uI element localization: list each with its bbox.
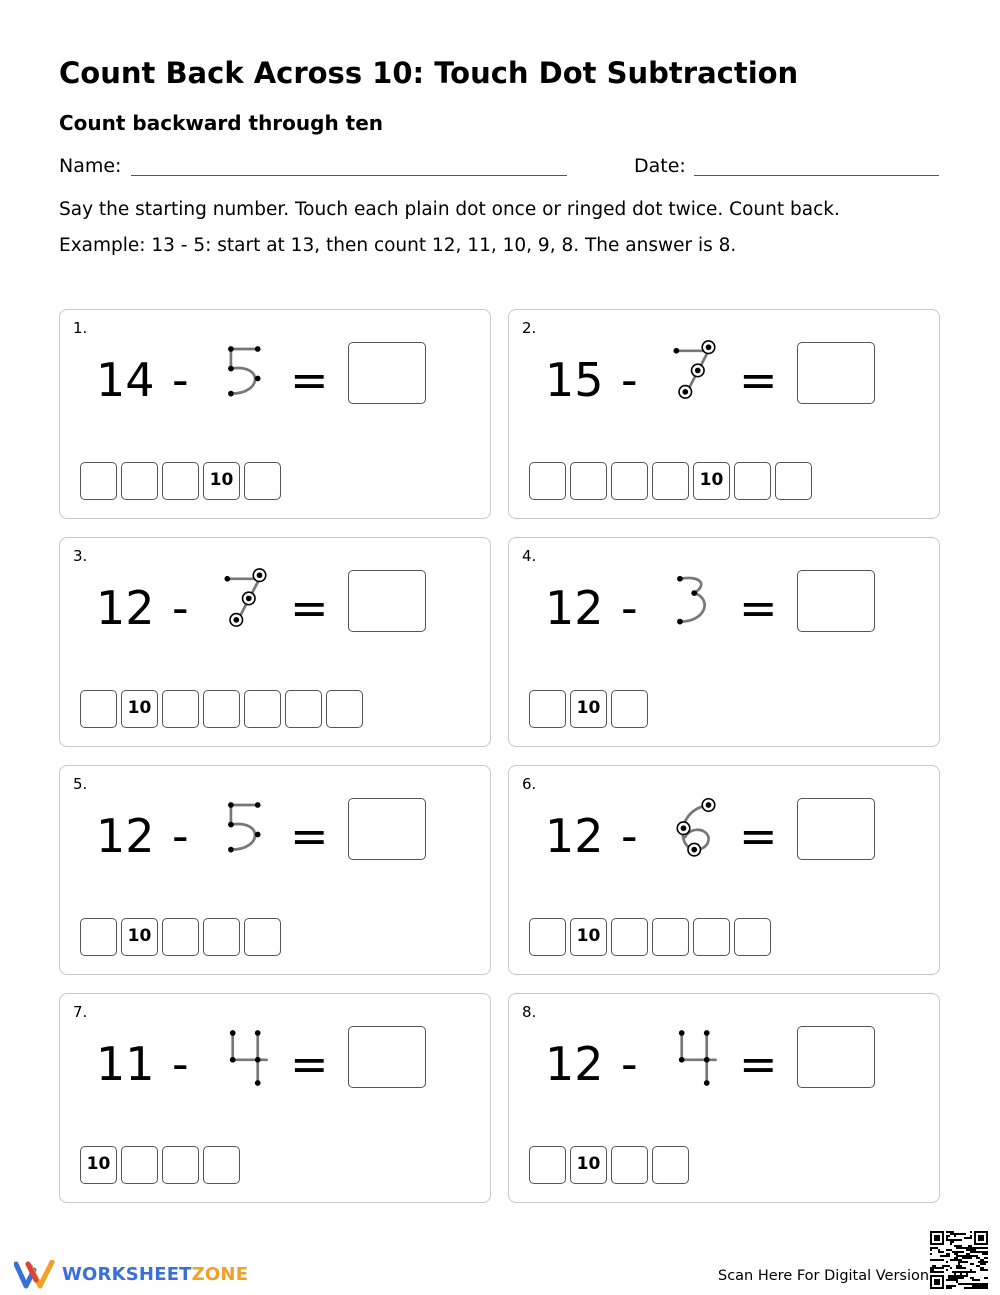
name-date-row — [59, 155, 939, 183]
digit-stroke — [680, 578, 705, 622]
problem-number: 6. — [522, 775, 537, 793]
count-box[interactable] — [611, 1146, 648, 1184]
minus-sign: - — [172, 1037, 189, 1091]
problem-card — [508, 309, 940, 519]
example-text: Example: 13 - 5: start at 13, then count 12, 11, 10, 9, 8. The answer is 8. — [59, 235, 737, 256]
count-box[interactable] — [611, 690, 648, 728]
touch-dot — [246, 596, 252, 602]
count-box-ten[interactable]: 10 — [570, 1146, 607, 1184]
count-box[interactable] — [121, 462, 158, 500]
touch-dot — [257, 572, 263, 578]
problem-card — [508, 993, 940, 1203]
minus-sign: - — [621, 809, 638, 863]
answer-box[interactable] — [348, 570, 426, 632]
count-box[interactable] — [244, 690, 281, 728]
problem-number: 7. — [73, 1003, 88, 1021]
touch-dot — [682, 389, 688, 395]
count-box-ten[interactable]: 10 — [203, 462, 240, 500]
touch-dot — [233, 617, 239, 623]
touch-dot — [704, 1057, 710, 1063]
touch-dot — [255, 1030, 261, 1036]
touch-dot — [691, 590, 697, 596]
minus-sign: - — [172, 353, 189, 407]
digit-stroke — [682, 1033, 716, 1083]
count-box[interactable] — [244, 462, 281, 500]
touch-dot — [228, 802, 234, 808]
touch-dot — [706, 344, 712, 350]
touch-dot — [674, 348, 680, 354]
touch-dot — [228, 366, 234, 372]
count-box[interactable] — [652, 462, 689, 500]
answer-box[interactable] — [797, 570, 875, 632]
count-box[interactable] — [652, 1146, 689, 1184]
worksheetzone-logo-icon — [14, 1260, 56, 1290]
touch-dot — [255, 832, 261, 838]
touch-dot — [255, 1057, 261, 1063]
count-box[interactable] — [203, 1146, 240, 1184]
touch-dot — [255, 346, 261, 352]
count-box[interactable] — [529, 690, 566, 728]
touch-dot — [695, 368, 701, 374]
brand-logo — [14, 1260, 249, 1290]
scan-text: Scan Here For Digital Version — [718, 1268, 930, 1284]
instructions: Say the starting number. Touch each plain dot once or ringed dot twice. Count back. — [59, 199, 840, 220]
problem-number: 5. — [73, 775, 88, 793]
touch-dot — [230, 1030, 236, 1036]
start-number: 12 — [96, 581, 155, 635]
count-box[interactable] — [326, 690, 363, 728]
page-title: Count Back Across 10: Touch Dot Subtraction — [59, 56, 799, 90]
touch-dot — [679, 1057, 685, 1063]
count-box-ten[interactable]: 10 — [570, 690, 607, 728]
count-box[interactable] — [734, 918, 771, 956]
answer-box[interactable] — [348, 342, 426, 404]
touch-dot-digit — [671, 1022, 721, 1094]
touch-dot — [255, 1080, 261, 1086]
answer-box[interactable] — [797, 798, 875, 860]
minus-sign: - — [621, 353, 638, 407]
equals-sign: = — [290, 581, 329, 635]
name-field[interactable] — [131, 175, 567, 176]
equals-sign: = — [290, 809, 329, 863]
count-box[interactable] — [734, 462, 771, 500]
count-box[interactable] — [162, 462, 199, 500]
problem-number: 2. — [522, 319, 537, 337]
start-number: 12 — [96, 809, 155, 863]
equals-sign: = — [290, 1037, 329, 1091]
touch-dot — [228, 391, 234, 397]
count-box-ten[interactable]: 10 — [570, 918, 607, 956]
digit-stroke — [231, 349, 258, 394]
start-number: 14 — [96, 353, 155, 407]
count-box-ten[interactable]: 10 — [80, 1146, 117, 1184]
count-box[interactable] — [121, 1146, 158, 1184]
touch-dot-digit — [222, 1022, 272, 1094]
problem-card — [59, 309, 491, 519]
start-number: 12 — [545, 581, 604, 635]
brand-name-part2: ZONE — [191, 1264, 249, 1285]
count-box-ten[interactable]: 10 — [121, 918, 158, 956]
problem-number: 3. — [73, 547, 88, 565]
count-box-ten[interactable]: 10 — [121, 690, 158, 728]
minus-sign: - — [172, 581, 189, 635]
count-box-ten[interactable]: 10 — [693, 462, 730, 500]
count-box[interactable] — [775, 462, 812, 500]
equals-sign: = — [739, 809, 778, 863]
equals-sign: = — [290, 353, 329, 407]
problem-number: 4. — [522, 547, 537, 565]
digit-stroke — [231, 805, 258, 850]
problem-number: 8. — [522, 1003, 537, 1021]
touch-dot — [255, 376, 261, 382]
touch-dot — [704, 1030, 710, 1036]
problem-card — [508, 537, 940, 747]
count-box[interactable] — [244, 918, 281, 956]
count-box[interactable] — [285, 690, 322, 728]
problem-card — [59, 765, 491, 975]
touch-dot — [677, 576, 683, 582]
count-box[interactable] — [203, 918, 240, 956]
brand-name-part1: WORKSHEET — [62, 1264, 192, 1285]
count-box[interactable] — [80, 918, 117, 956]
minus-sign: - — [621, 581, 638, 635]
count-box[interactable] — [529, 1146, 566, 1184]
problem-card — [59, 993, 491, 1203]
count-box[interactable] — [529, 462, 566, 500]
start-number: 11 — [96, 1037, 155, 1091]
count-box[interactable] — [203, 690, 240, 728]
count-box[interactable] — [162, 690, 199, 728]
answer-box[interactable] — [797, 1026, 875, 1088]
count-box[interactable] — [652, 918, 689, 956]
count-box[interactable] — [162, 918, 199, 956]
equals-sign: = — [739, 353, 778, 407]
touch-dot-digit — [222, 794, 272, 866]
touch-dot — [706, 802, 712, 808]
count-box[interactable] — [162, 1146, 199, 1184]
touch-dot-digit — [222, 566, 272, 638]
touch-dot — [228, 346, 234, 352]
touch-dot-digit — [671, 338, 721, 410]
equals-sign: = — [739, 1037, 778, 1091]
minus-sign: - — [172, 809, 189, 863]
problem-card — [508, 765, 940, 975]
touch-dot — [228, 847, 234, 853]
touch-dot-digit — [671, 794, 721, 866]
count-box[interactable] — [80, 690, 117, 728]
count-box[interactable] — [611, 462, 648, 500]
start-number: 12 — [545, 1037, 604, 1091]
page-subtitle: Count backward through ten — [59, 111, 384, 135]
touch-dot — [677, 619, 683, 625]
brand-name — [62, 1260, 248, 1290]
name-label: Name: — [59, 155, 122, 177]
count-box[interactable] — [529, 918, 566, 956]
touch-dot — [228, 822, 234, 828]
count-box[interactable] — [693, 918, 730, 956]
equals-sign: = — [739, 581, 778, 635]
date-label: Date: — [634, 155, 686, 177]
date-field[interactable] — [694, 175, 939, 176]
count-box[interactable] — [570, 462, 607, 500]
problem-number: 1. — [73, 319, 88, 337]
count-box[interactable] — [611, 918, 648, 956]
answer-box[interactable] — [797, 342, 875, 404]
start-number: 12 — [545, 809, 604, 863]
answer-box[interactable] — [348, 1026, 426, 1088]
touch-dot — [679, 1030, 685, 1036]
touch-dot-digit — [222, 338, 272, 410]
qr-code-icon[interactable] — [930, 1231, 988, 1289]
touch-dot — [225, 576, 231, 582]
touch-dot-digit — [671, 566, 721, 638]
touch-dot — [704, 1080, 710, 1086]
touch-dot — [691, 847, 697, 853]
touch-dot — [230, 1057, 236, 1063]
answer-box[interactable] — [348, 798, 426, 860]
touch-dot — [681, 825, 687, 831]
start-number: 15 — [545, 353, 604, 407]
touch-dot — [255, 802, 261, 808]
digit-stroke — [233, 1033, 267, 1083]
count-box[interactable] — [80, 462, 117, 500]
problem-card — [59, 537, 491, 747]
minus-sign: - — [621, 1037, 638, 1091]
